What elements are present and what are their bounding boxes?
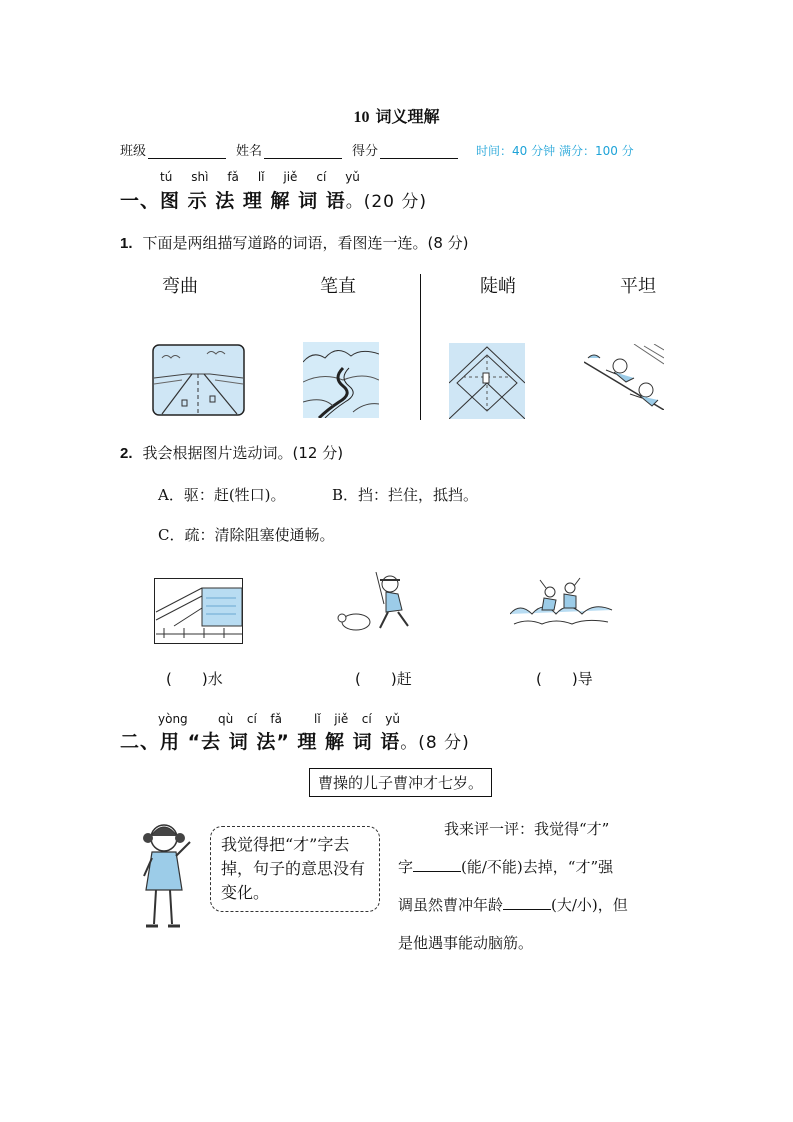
sliding-kids-image[interactable] <box>584 344 664 410</box>
winding-great-wall-image[interactable] <box>303 342 379 418</box>
pinyin-syllable: jiě <box>334 712 349 726</box>
section1-pinyin <box>160 170 360 184</box>
option-b: B．挡：拦住，抵挡。 <box>332 486 479 504</box>
comment-text: 调虽然曹冲年龄 <box>398 896 504 914</box>
question-number: 2. <box>120 445 133 462</box>
question-text: 我会根据图片选动词。(12 分) <box>142 444 344 462</box>
pinyin-syllable: cí <box>246 712 257 726</box>
section1-heading-text: 一、图 示 法 理 解 词 语 <box>120 190 346 212</box>
pinyin-syllable: fǎ <box>227 170 239 184</box>
time-info: 时间：40 分钟 满分：100 分 <box>476 144 634 158</box>
answer-blank-1[interactable] <box>413 857 461 872</box>
word-bizhi[interactable]: 笔直 <box>320 276 356 297</box>
lesson-title: 词义理解 <box>375 107 440 126</box>
girl-illustration <box>138 818 198 936</box>
answer-blank-2[interactable] <box>503 895 551 910</box>
comment-text: 字 <box>398 858 414 876</box>
word-pingtan[interactable]: 平坦 <box>620 276 656 297</box>
pinyin-qucifa <box>218 712 282 726</box>
lesson-number: 10 <box>353 109 370 126</box>
name-field[interactable] <box>264 144 342 159</box>
name-label: 姓名 <box>236 144 263 159</box>
straight-highway-image[interactable] <box>152 344 245 416</box>
comment-block <box>398 810 676 962</box>
section2-heading-text: 二、用 “去 词 法” 理 解 词 语 <box>120 731 401 753</box>
group-divider <box>420 274 421 420</box>
boy-chasing-sheep-image <box>336 572 422 636</box>
comment-text: (大/小)，但 <box>551 896 628 914</box>
speech-bubble: 我觉得把“才”字去掉，句子的意思没有变化。 <box>210 826 380 912</box>
blank-chase[interactable]: ( )赶 <box>355 670 412 688</box>
pinyin-syllable: shì <box>191 170 209 184</box>
word-douqiao[interactable]: 陡峭 <box>480 276 516 297</box>
comment-line-1: 我来评一评：我觉得“才” <box>444 820 610 838</box>
question-number: 1. <box>120 235 133 252</box>
pinyin-syllable: yǔ <box>385 712 400 726</box>
section2-score: 。(8 分) <box>400 733 470 753</box>
pinyin-syllable: cí <box>316 170 327 184</box>
question-1 <box>120 232 469 253</box>
example-sentence: 曹操的儿子曹冲才七岁。 <box>309 768 492 797</box>
info-line <box>120 140 634 159</box>
pinyin-syllable: jiě <box>283 170 298 184</box>
dam-water-image <box>154 578 243 644</box>
pinyin-syllable: yǔ <box>345 170 360 184</box>
blank-guide[interactable]: ( )导 <box>536 670 593 688</box>
comment-line-2 <box>398 848 676 886</box>
section2-heading <box>120 727 470 754</box>
page-title <box>0 104 793 127</box>
question-2 <box>120 442 343 463</box>
score-label: 得分 <box>352 144 379 159</box>
pinyin-syllable: cí <box>361 712 372 726</box>
section1-heading <box>120 186 427 213</box>
score-field[interactable] <box>380 144 458 159</box>
pinyin-syllable: tú <box>160 170 173 184</box>
steep-mountain-image[interactable] <box>449 343 525 419</box>
option-a: A．驱：赶(牲口)。 <box>158 486 286 504</box>
people-in-flood-image <box>510 574 614 634</box>
class-label: 班级 <box>120 144 147 159</box>
pinyin-syllable: fǎ <box>270 712 282 726</box>
question-text: 下面是两组描写道路的词语，看图连一连。(8 分) <box>142 234 469 252</box>
word-wanqu[interactable]: 弯曲 <box>162 276 198 297</box>
pinyin-syllable: lǐ <box>257 170 265 184</box>
comment-line-4: 是他遇事能动脑筋。 <box>398 934 534 952</box>
pinyin-yong: yòng <box>158 712 188 726</box>
section1-score: 。(20 分) <box>345 192 428 212</box>
comment-text: (能/不能)去掉，“才”强 <box>461 858 614 876</box>
class-field[interactable] <box>148 144 226 159</box>
pinyin-syllable: qù <box>218 712 234 726</box>
comment-line-3 <box>398 886 676 924</box>
blank-water[interactable]: ( )水 <box>166 670 223 688</box>
pinyin-lijieciyu <box>314 712 400 726</box>
option-c: C．疏：清除阻塞使通畅。 <box>158 526 335 544</box>
pinyin-syllable: lǐ <box>314 712 321 726</box>
